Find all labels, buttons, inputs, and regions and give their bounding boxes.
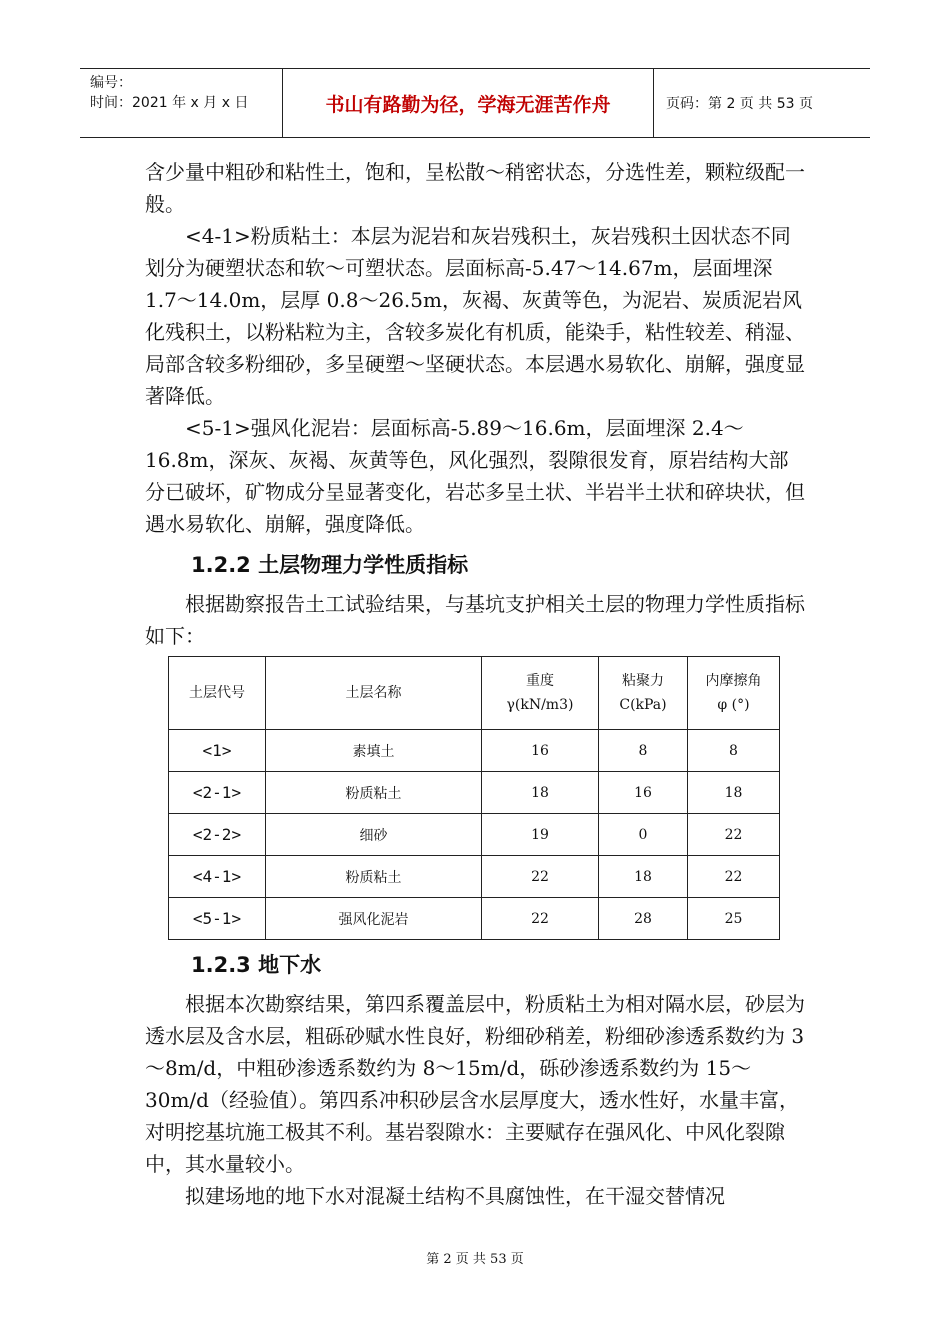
paragraph-corrosivity: 拟建场地的地下水对混凝土结构不具腐蚀性，在干湿交替情况	[185, 1184, 725, 1208]
cell-layer-code: <4-1>	[169, 856, 266, 898]
cell-layer-code: <2-2>	[169, 814, 266, 856]
cell-layer-name: 强风化泥岩	[266, 898, 482, 940]
cell-cohesion: 0	[599, 814, 688, 856]
header-cohesion: 粘聚力 C(kPa)	[599, 657, 688, 730]
paragraph-layer-4-1: <4-1>粉质粘土：本层为泥岩和灰岩残积土，灰岩残积土因状态不同划分为硬塑状态和软～可塑状态。层面标高-5.47～14.67m，层面埋深 1.7～14.0m，层厚 0.8～26.5m，灰褐、灰黄等色，为泥岩、炭质泥岩风化残积土，以粉粘粒为主，含较多炭化有机质，能染手，粘性较差、稍湿、局部含较多粉细砂，多呈硬塑～坚硬状态。本层遇水易软化、崩解，强度显著降低。	[145, 224, 805, 408]
cell-friction-angle: 25	[688, 898, 780, 940]
cell-layer-name: 素填土	[266, 730, 482, 772]
table-row	[169, 898, 780, 940]
cell-layer-code: <5-1>	[169, 898, 266, 940]
document-date: 时间：2021 年 x 月 x 日	[90, 95, 249, 111]
table-row	[169, 814, 780, 856]
document-number-label: 编号：	[90, 75, 132, 91]
cell-friction-angle: 22	[688, 814, 780, 856]
page-header	[80, 68, 870, 138]
cell-cohesion: 16	[599, 772, 688, 814]
header-layer-name: 土层名称	[266, 657, 482, 730]
cell-layer-name: 粉质粘土	[266, 856, 482, 898]
section-heading-1-2-2: 1.2.2 土层物理力学性质指标	[191, 553, 469, 577]
header-meta	[80, 69, 283, 137]
header-layer-code: 土层代号	[169, 657, 266, 730]
cell-unit-weight: 18	[482, 772, 599, 814]
table-row	[169, 730, 780, 772]
cell-layer-name: 粉质粘土	[266, 772, 482, 814]
header-unit-weight: 重度 γ(kN/m3)	[482, 657, 599, 730]
cell-cohesion: 8	[599, 730, 688, 772]
header-page-info: 页码：第 2 页 共 53 页	[666, 96, 813, 112]
cell-unit-weight: 19	[482, 814, 599, 856]
cell-layer-code: <2-1>	[169, 772, 266, 814]
paragraph-layer-5-1: <5-1>强风化泥岩：层面标高-5.89～16.6m，层面埋深 2.4～16.8m，深灰、灰褐、灰黄等色，风化强烈，裂隙很发育，原岩结构大部分已破坏，矿物成分呈显著变化，岩芯多呈土状、半岩半土状和碎块状，但遇水易软化、崩解，强度降低。	[145, 416, 805, 536]
cell-unit-weight: 22	[482, 856, 599, 898]
paragraph-continued: 含少量中粗砂和粘性土，饱和，呈松散～稍密状态，分选性差，颗粒级配一般。	[145, 160, 805, 216]
page-footer: 第 2 页 共 53 页	[426, 1252, 524, 1267]
section-heading-1-2-3: 1.2.3 地下水	[191, 953, 322, 977]
cell-layer-name: 细砂	[266, 814, 482, 856]
header-motto: 书山有路勤为径，学海无涯苦作舟	[283, 69, 654, 137]
document-body	[145, 156, 805, 1212]
table-row	[169, 856, 780, 898]
cell-friction-angle: 8	[688, 730, 780, 772]
cell-unit-weight: 16	[482, 730, 599, 772]
cell-unit-weight: 22	[482, 898, 599, 940]
paragraph-groundwater: 根据本次勘察结果，第四系覆盖层中，粉质粘土为相对隔水层，砂层为透水层及含水层，粗砾砂赋水性良好，粉细砂稍差，粉细砂渗透系数约为 3～8m/d，中粗砂渗透系数约为 8～15m/d，砾砂渗透系数约为 15～30m/d（经验值）。第四系冲积砂层含水层厚度大，透水性好，水量丰富，对明挖基坑施工极其不利。基岩裂隙水：主要赋存在强风化、中风化裂隙中，其水量较小。	[145, 992, 805, 1176]
cell-cohesion: 28	[599, 898, 688, 940]
table-row	[169, 772, 780, 814]
header-friction-angle: 内摩擦角 φ (°)	[688, 657, 780, 730]
soil-properties-table	[168, 656, 780, 940]
paragraph-table-intro: 根据勘察报告土工试验结果，与基坑支护相关土层的物理力学性质指标如下：	[145, 592, 805, 648]
cell-cohesion: 18	[599, 856, 688, 898]
cell-layer-code: <1>	[169, 730, 266, 772]
table-header-row	[169, 657, 780, 730]
cell-friction-angle: 18	[688, 772, 780, 814]
cell-friction-angle: 22	[688, 856, 780, 898]
